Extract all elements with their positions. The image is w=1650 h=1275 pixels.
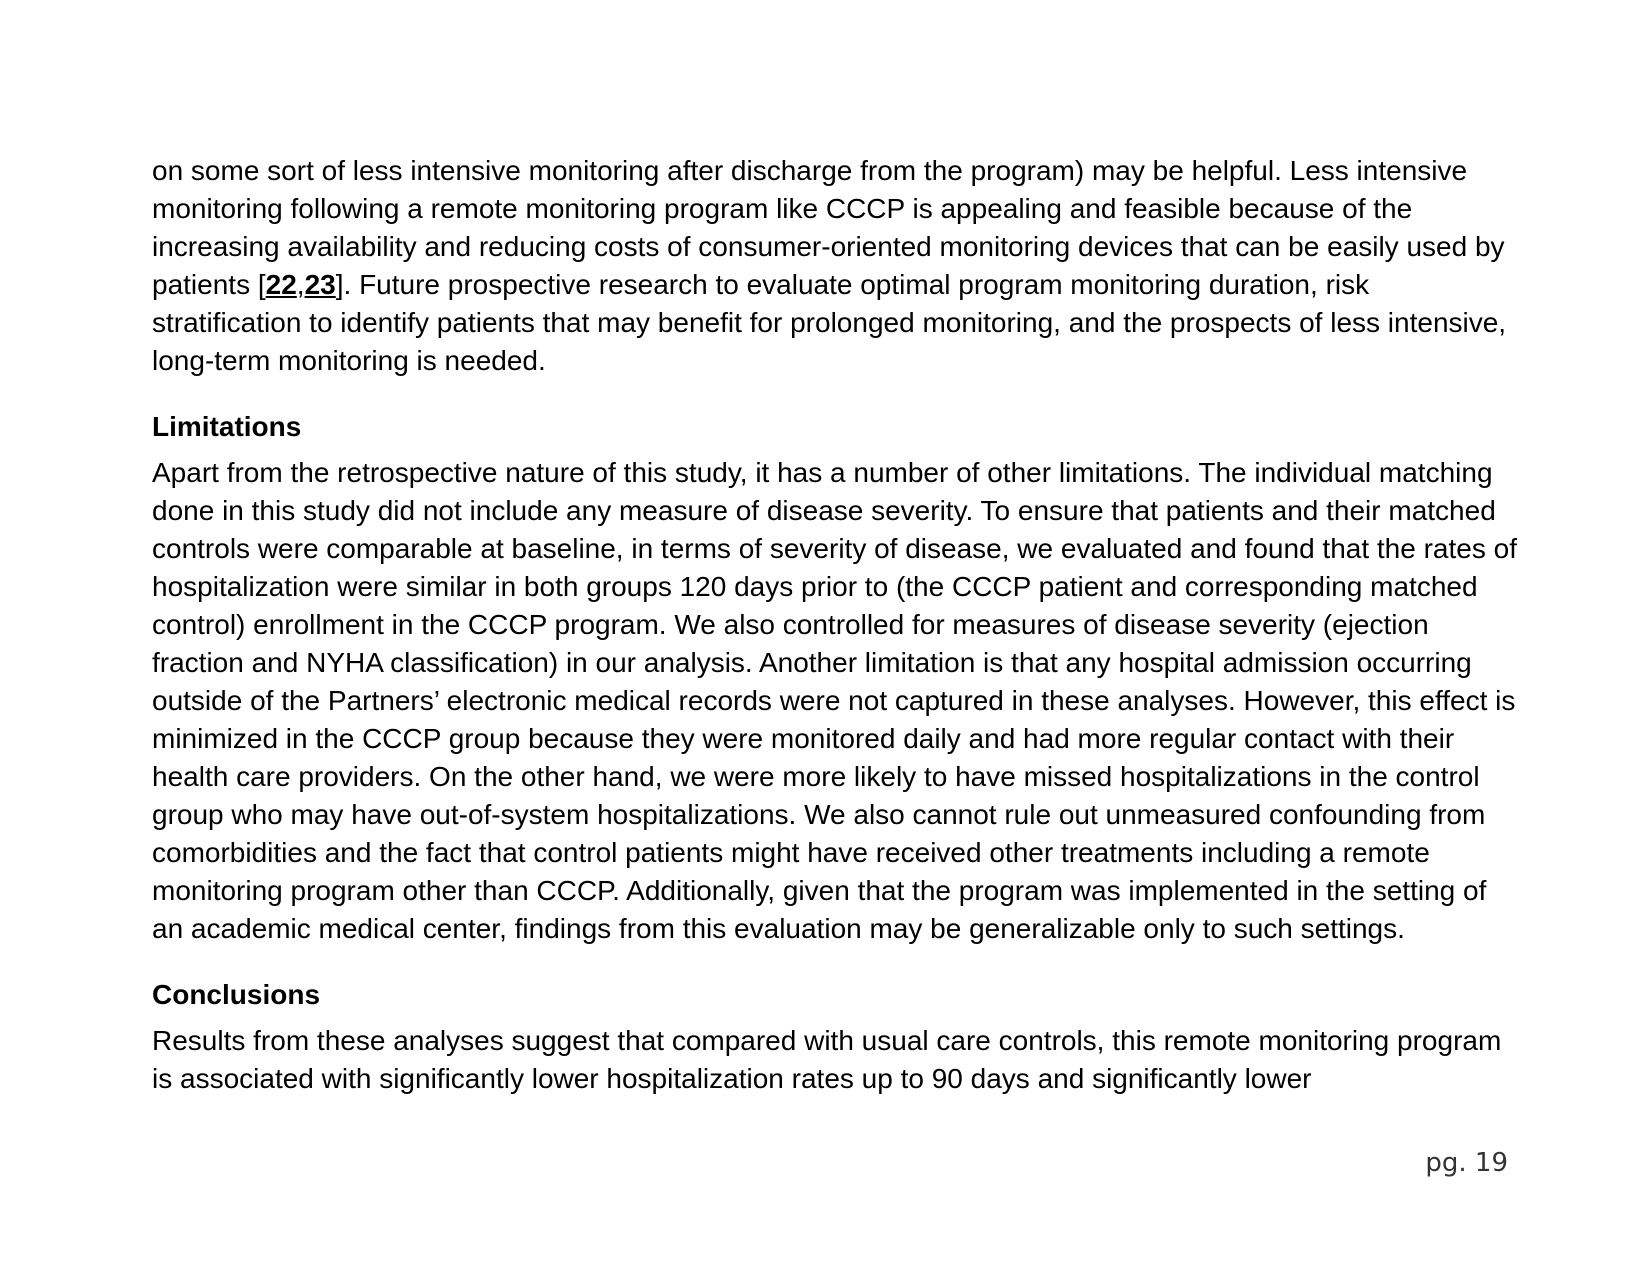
intro-paragraph (152, 152, 1522, 380)
intro-text-before-refs: on some sort of less intensive monitoring after discharge from the program) may be helpful. Less intensive monitoring following a remote monitoring program like CCCP is appealing and feasible because of the increasing availability and reducing costs of consumer-oriented monitoring devices that can be easily used by patients [ (152, 155, 1505, 300)
reference-link-22[interactable]: 22 (265, 269, 297, 300)
reference-separator: , (296, 269, 305, 300)
limitations-paragraph: Apart from the retrospective nature of this study, it has a number of other limitations. The individual matching done in this study did not include any measure of disease severity. To ensure that patients and their matched controls were comparable at baseline, in terms of severity of disease, we evaluated and found that the rates of hospitalization were similar in both groups 120 days prior to (the CCCP patient and corresponding matched control) enrollment in the CCCP program. We also controlled for measures of disease severity (ejection fraction and NYHA classification) in our analysis. Another limitation is that any hospital admission occurring outside of the Partners’ electronic medical records were not captured in these analyses. However, this effect is minimized in the CCCP group because they were monitored daily and had more regular contact with their health care providers. On the other hand, we were more likely to have missed hospitalizations in the control group who may have out-of-system hospitalizations. We also cannot rule out unmeasured confounding from comorbidities and the fact that control patients might have received other treatments including a remote monitoring program other than CCCP. Additionally, given that the program was implemented in the setting of an academic medical center, findings from this evaluation may be generalizable only to such settings. (152, 457, 1517, 944)
page-number: pg. 19 (1425, 1148, 1508, 1178)
limitations-heading: Limitations (152, 411, 302, 442)
document-page (152, 152, 1522, 1098)
conclusions-heading: Conclusions (152, 979, 321, 1010)
conclusions-paragraph: Results from these analyses suggest that compared with usual care controls, this remote monitoring program is associated with significantly lower hospitalization rates up to 90 days and significantly lower (152, 1025, 1502, 1094)
intro-text-after-refs: ]. Future prospective research to evaluate optimal program monitoring duration, risk stratification to identify patients that may benefit for prolonged monitoring, and the prospects of less intensive, long-term monitoring is needed. (152, 269, 1507, 376)
reference-link-23[interactable]: 23 (304, 269, 336, 300)
